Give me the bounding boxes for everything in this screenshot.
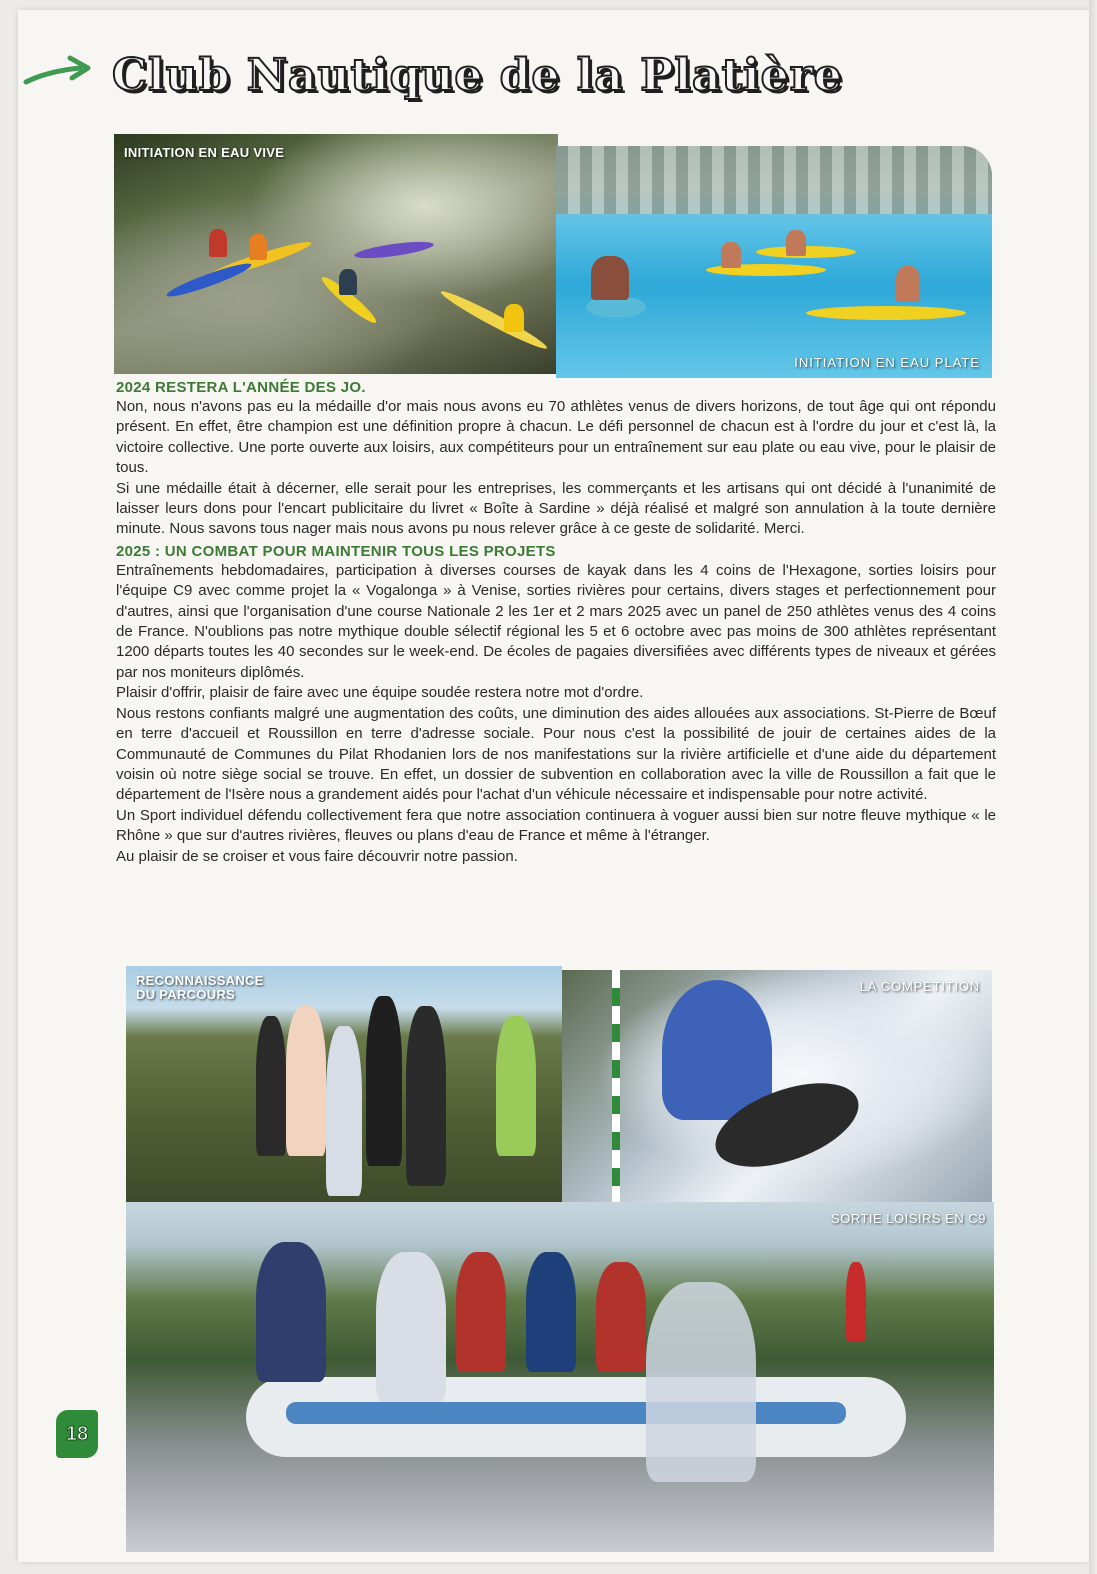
photo-label-eau-vive: INITIATION EN EAU VIVE [124,145,285,160]
photo-competition [562,970,992,1202]
photo-initiation-eau-plate [556,146,992,378]
page-edge [1089,0,1097,1574]
photo-sortie-loisirs-c9 [126,1202,994,1552]
paragraph: Au plaisir de se croiser et vous faire découvrir notre passion. [116,847,518,865]
paragraph: Si une médaille était à décerner, elle serait pour les entreprises, les commerçants et les artisans qui ont décidé à l'unanimité de laisser leurs dons pour l'encart publicitaire du livret « Boîte à Sardine » déjà réalisé et malgré son annulation à la toute dernière minute. Nous savons tous nager mais nous avons pu nous relever grâce à ce geste de solidarité. Merci. [116,479,996,538]
photo-initiation-eau-vive [114,134,558,374]
article-body [116,378,996,867]
photo-label-reconnaissance [136,974,264,1002]
arrow-icon [22,50,96,96]
photo-label-sortie-c9: SORTIE LOISIRS EN C9 [831,1211,986,1226]
paragraph: Un Sport individuel défendu collectivement fera que notre association continuera à voguer aussi bien sur notre fleuve mythique « le Rhône » que sur d'autres rivières, fleuves ou plans d'eau de France et même à l'étranger. [116,806,996,845]
section-heading-2025: 2025 : UN COMBAT POUR MAINTENIR TOUS LES PROJETS [116,542,556,560]
photo-label-competition: LA COMPETITION [859,979,980,994]
paragraph: Non, nous n'avons pas eu la médaille d'or mais nous avons eu 70 athlètes venus de divers horizons, de tout âge qui ont répondu présent. En effet, être champion est une définition propre à chacun. Le défi personnel de chacun est à l'ordre du jour et c'est là, la victoire collective. Une porte ouverte aux loisirs, aux compétiteurs pour un entraînement sur eau plate ou eau vive, pour le plaisir de tous. [116,398,996,477]
paragraph: Entraînements hebdomadaires, participation à diverses courses de kayak dans les 4 coins de l'Hexagone, sorties loisirs pour l'équipe C9 avec comme projet la « Vogalonga » à Venise, sorties rivières pour certains, divers stages et perfectionnement pour d'autres, ainsi que l'organisation d'une course Nationale 2 les 1er et 2 mars 2025 avec un panel de 250 athlètes venus des 4 coins de France. N'oublions pas notre mythique double sélectif régional les 5 et 6 octobre avec pas moins de 300 athlètes représentant 1200 départs toutes les 40 secondes sur le week-end. De écoles de pagaies diversifiées avec différents types de niveaux et gérées par nos moniteurs diplômés. [116,561,996,681]
page-number: 18 [56,1410,98,1458]
section-heading-2024: 2024 RESTERA L'ANNÉE DES JO. [116,379,366,396]
photo-label-eau-plate: INITIATION EN EAU PLATE [794,355,980,370]
photo-reconnaissance-parcours [126,966,562,1202]
photo-label-line: RECONNAISSANCE [136,973,264,988]
paragraph: Nous restons confiants malgré une augmentation des coûts, une diminution des aides allouées aux associations. St-Pierre de Bœuf en terre d'accueil et Roussillon en terre d'adresse sociale. Pour nous c'est la possibilité de jouir de certaines aides de la Communauté de Communes du Pilat Rhodanien lors de nos manifestations sur la rivière artificielle et d'une aide du département voisin où notre siège social se trouve. En effet, un dossier de subvention en collaboration avec la ville de Roussillon a fait que le département de l'Isère nous a grandement aidés pour l'achat d'un véhicule nécessaire et indispensable pour notre activité. [116,704,996,804]
photo-label-line: DU PARCOURS [136,987,236,1002]
page-title: Club Nautique de la Platière [112,50,843,101]
paragraph: Plaisir d'offrir, plaisir de faire avec une équipe soudée restera notre mot d'ordre. [116,684,644,702]
